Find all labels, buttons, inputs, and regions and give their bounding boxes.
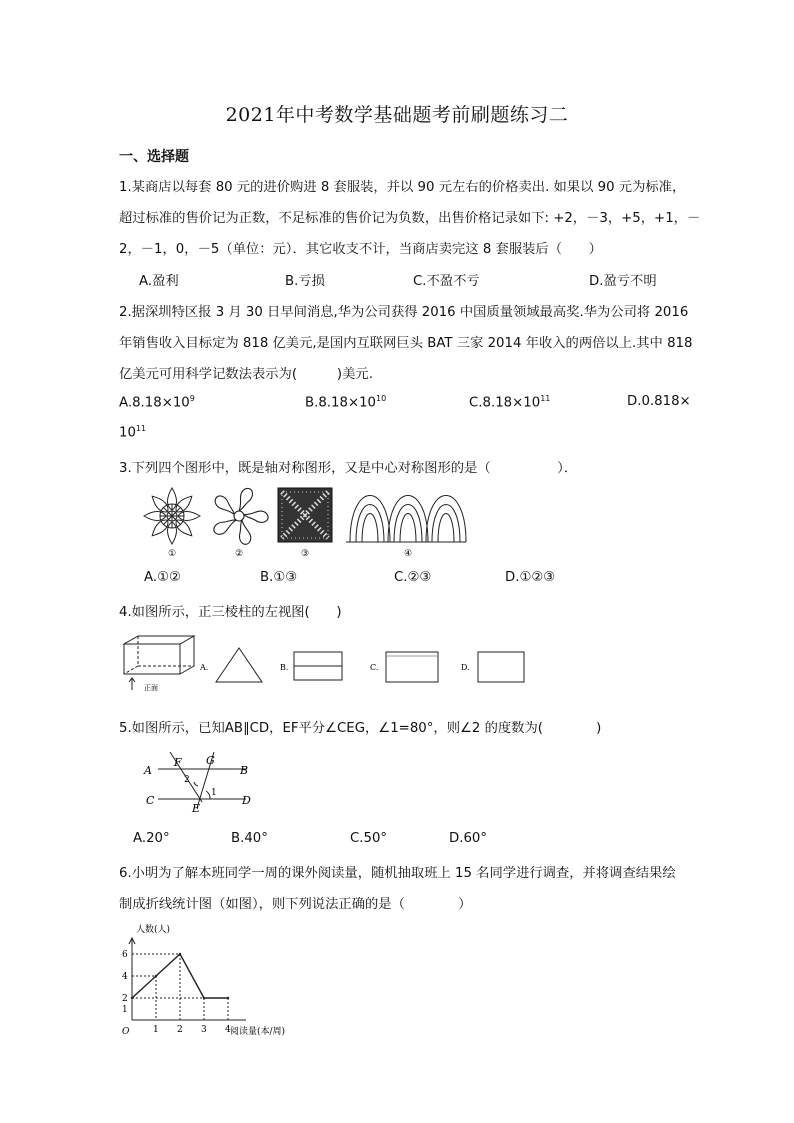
- q4-figures: [118, 632, 530, 694]
- q1-line-2: 超过标准的售价记为正数，不足标准的售价记为负数，出售价格记录如下: +2，－3，+5，+1，－: [119, 211, 701, 226]
- q5-option-d: D.60°: [449, 831, 488, 846]
- data-point: [203, 997, 205, 999]
- label-b: B: [240, 764, 249, 777]
- q2-line-3: 亿美元可用科学记数法表示为( )美元.: [119, 367, 373, 382]
- q3-option-b: B.①③: [260, 570, 298, 585]
- q3-option-c: C.②③: [394, 570, 432, 585]
- label-g: G: [206, 754, 215, 767]
- q2-line-1: 2.据深圳特区报 3 月 30 日早间消息,华为公司获得 2016 中国质量领域最高奖.华为公司将 2016: [119, 305, 689, 320]
- figure-2-pinwheel: [212, 488, 269, 546]
- q6-line-2: 制成折线统计图（如图），则下列说法正确的是（ ）: [119, 897, 472, 912]
- y-tick-label: 2: [122, 994, 128, 1004]
- x-tick-label: 4: [225, 1025, 231, 1035]
- data-point: [227, 997, 229, 999]
- q4-line: 4.如图所示，正三棱柱的左视图( ): [119, 605, 342, 620]
- q1-line-1: 1.某商店以每套 80 元的进价购进 8 套服装，并以 90 元左右的价格卖出. 如果以 90 元为标准，: [119, 180, 686, 195]
- q4-choice-a: A.: [200, 663, 209, 672]
- label-a: A: [144, 764, 152, 777]
- chart-ylabel: 人数(人): [136, 925, 171, 935]
- page-title: 2021年中考数学基础题考前刷题练习二: [225, 104, 569, 126]
- label-d: D: [242, 794, 251, 807]
- q2-option-a: $A.8.18\times 10^9$: [119, 394, 195, 411]
- data-point: [131, 997, 133, 999]
- section-heading: 一、选择题: [119, 149, 189, 165]
- y-tick-label: 6: [122, 950, 128, 960]
- q6-line-chart: [114, 920, 314, 1042]
- q1-option-b: B.亏损: [285, 274, 325, 289]
- label-c: C: [146, 794, 155, 807]
- x-tick-label: 1: [153, 1025, 159, 1035]
- figure-4-label: ④: [403, 549, 413, 559]
- y-tick-label: 4: [122, 972, 128, 982]
- q3-figures: [136, 484, 476, 560]
- q5-line: 5.如图所示，已知AB∥CD，EF平分∠CEG，∠1=80°，则∠2 的度数为( ): [119, 721, 602, 736]
- figure-4-arches: [346, 496, 466, 543]
- q1-option-a: A.盈利: [139, 274, 179, 289]
- figure-1-flower: [144, 488, 200, 544]
- q4-choice-b: B.: [280, 663, 289, 672]
- data-point: [179, 953, 181, 955]
- label-e: E: [192, 802, 201, 815]
- q1-option-d: D.盈亏不明: [589, 274, 657, 289]
- q5-option-b: B.40°: [231, 831, 268, 846]
- q5-option-a: A.20°: [133, 831, 170, 846]
- q3-option-a: A.①②: [144, 570, 181, 585]
- figure-1-label: ①: [167, 549, 177, 559]
- q3-option-d: D.①②③: [505, 570, 556, 585]
- q4-choice-d: D.: [461, 663, 470, 672]
- q4-triangle: [216, 648, 262, 682]
- label-f: F: [174, 756, 182, 769]
- q1-option-c: C.不盈不亏: [413, 274, 480, 289]
- angle-1-label: 1: [211, 788, 217, 798]
- q4-rect-b: [294, 652, 342, 680]
- figure-3-label: ③: [300, 549, 310, 559]
- q2-option-c: $C.8.18\times 10^{11}$: [469, 394, 551, 411]
- figure-2-label: ②: [234, 549, 244, 559]
- q2-option-d: D.0.818×: [627, 394, 691, 409]
- front-label: 正面: [144, 684, 158, 692]
- q2-option-d-wrap: $10^{11}$: [119, 424, 147, 441]
- q5-geometry-figure: [140, 752, 270, 816]
- y-tick-label: 1: [122, 1005, 128, 1015]
- q4-rect-d: [478, 652, 524, 682]
- x-tick-label: 3: [201, 1025, 207, 1035]
- figure-3-square: [278, 488, 332, 542]
- chart-xlabel: 阅读量(本/周): [230, 1027, 286, 1037]
- prism-figure: [124, 636, 194, 690]
- q3-line: 3.下列四个图形中，既是轴对称图形，又是中心对称图形的是（ ）．: [119, 461, 578, 476]
- q5-option-c: C.50°: [350, 831, 388, 846]
- chart-origin: O: [122, 1027, 130, 1037]
- angle-2-label: 2: [184, 775, 190, 785]
- q1-line-3: 2，－1，0，－5（单位：元）．其它收支不计，当商店卖完这 8 套服装后（ ）: [119, 242, 602, 257]
- x-tick-label: 2: [177, 1025, 183, 1035]
- q2-line-2: 年销售收入目标定为 818 亿美元,是国内互联网巨头 BAT 三家 2014 年收入的两倍以上.其中 818: [119, 336, 693, 351]
- data-point: [155, 975, 157, 977]
- q4-choice-c: C.: [370, 663, 379, 672]
- q6-line-1: 6.小明为了解本班同学一周的课外阅读量，随机抽取班上 15 名同学进行调查，并将调查结果绘: [119, 866, 676, 881]
- q2-option-b: $B.8.18\times 10^{10}$: [305, 394, 387, 411]
- q4-rect-c: [386, 652, 438, 682]
